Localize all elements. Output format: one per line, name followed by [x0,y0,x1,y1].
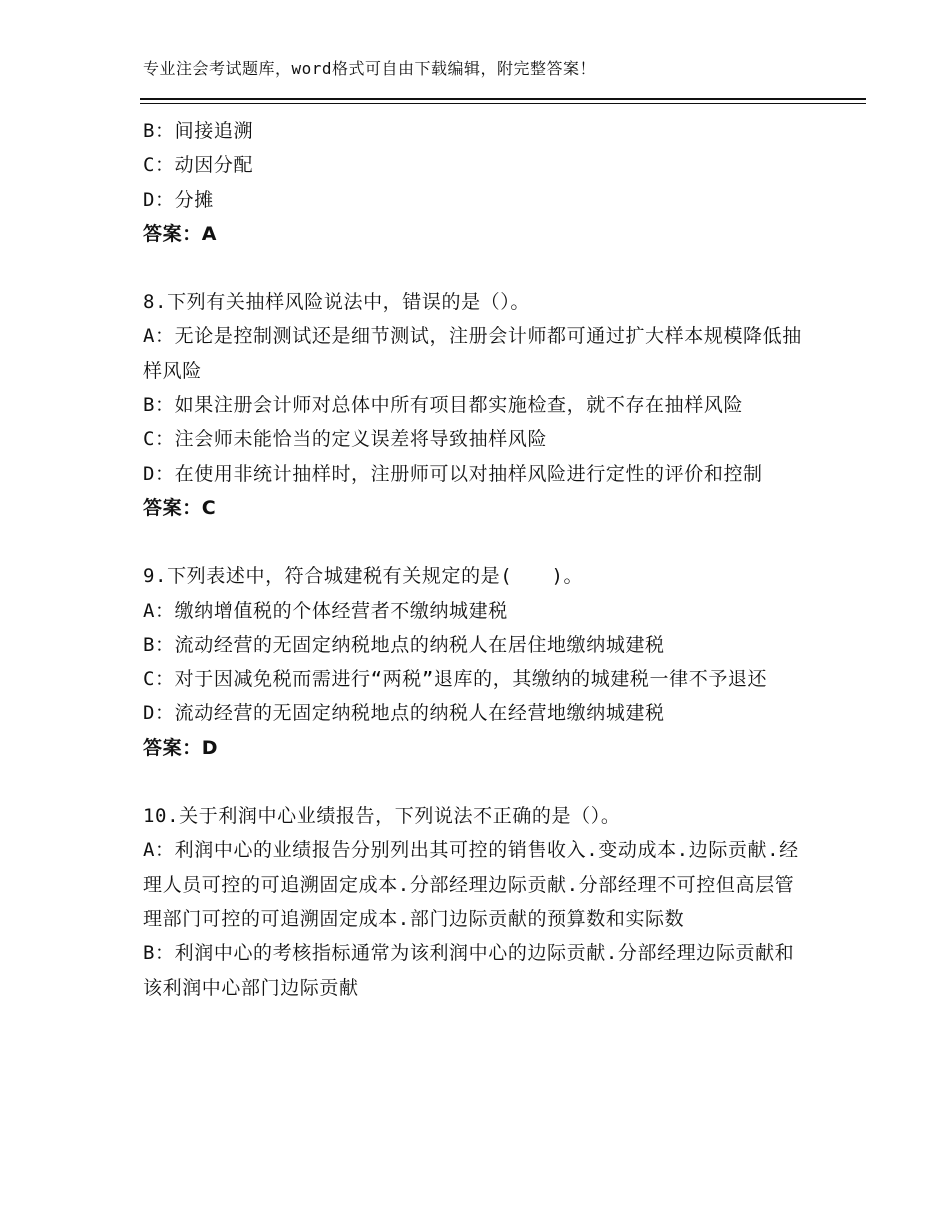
option-d: D：分摊 [143,188,214,211]
answer: 答案：A [143,222,218,245]
answer: 答案：D [143,736,219,759]
option-c: C：注会师未能恰当的定义误差将导致抽样风险 [143,428,548,451]
question-10 [143,799,813,1005]
option-b: B：如果注册会计师对总体中所有项目都实施检查，就不存在抽样风险 [143,394,744,417]
option-a: A：无论是控制测试还是细节测试，注册会计师都可通过扩大样本规模降低抽样风险 [143,325,802,382]
question-7 [143,114,813,251]
page-header: 专业注会考试题库，word格式可自由下载编辑，附完整答案！ [143,59,597,78]
option-d: D：流动经营的无固定纳税地点的纳税人在经营地缴纳城建税 [143,702,665,725]
question-9 [143,559,813,765]
question-content [143,114,813,1005]
option-c: C：动因分配 [143,154,254,177]
option-b: B：流动经营的无固定纳税地点的纳税人在居住地缴纳城建税 [143,633,665,656]
option-b: B：利润中心的考核指标通常为该利润中心的边际贡献.分部经理边际贡献和该利润中心部门边际贡献 [143,942,795,999]
option-c: C：对于因减免税而需进行“两税”退库的，其缴纳的城建税一律不予退还 [143,668,768,691]
question-title: 10.关于利润中心业绩报告，下列说法不正确的是（）。 [143,805,621,828]
option-a: A：利润中心的业绩报告分别列出其可控的销售收入.变动成本.边际贡献.经理人员可控的可追溯固定成本.分部经理边际贡献.分部经理不可控但高层管理部门可控的可追溯固定成本.部门边际贡献的预算数和实际数 [143,839,799,930]
answer: 答案：C [143,496,217,519]
option-d: D：在使用非统计抽样时，注册师可以对抽样风险进行定性的评价和控制 [143,462,763,485]
header-rule-thin [140,103,866,104]
option-a: A：缴纳增值税的个体经营者不缴纳城建税 [143,599,508,622]
question-8 [143,285,813,525]
header-rule-thick [140,98,866,100]
option-b: B：间接追溯 [143,120,254,142]
question-title: 8.下列有关抽样风险说法中，错误的是（）。 [143,291,530,314]
question-title: 9.下列表述中，符合城建税有关规定的是( )。 [143,565,584,588]
